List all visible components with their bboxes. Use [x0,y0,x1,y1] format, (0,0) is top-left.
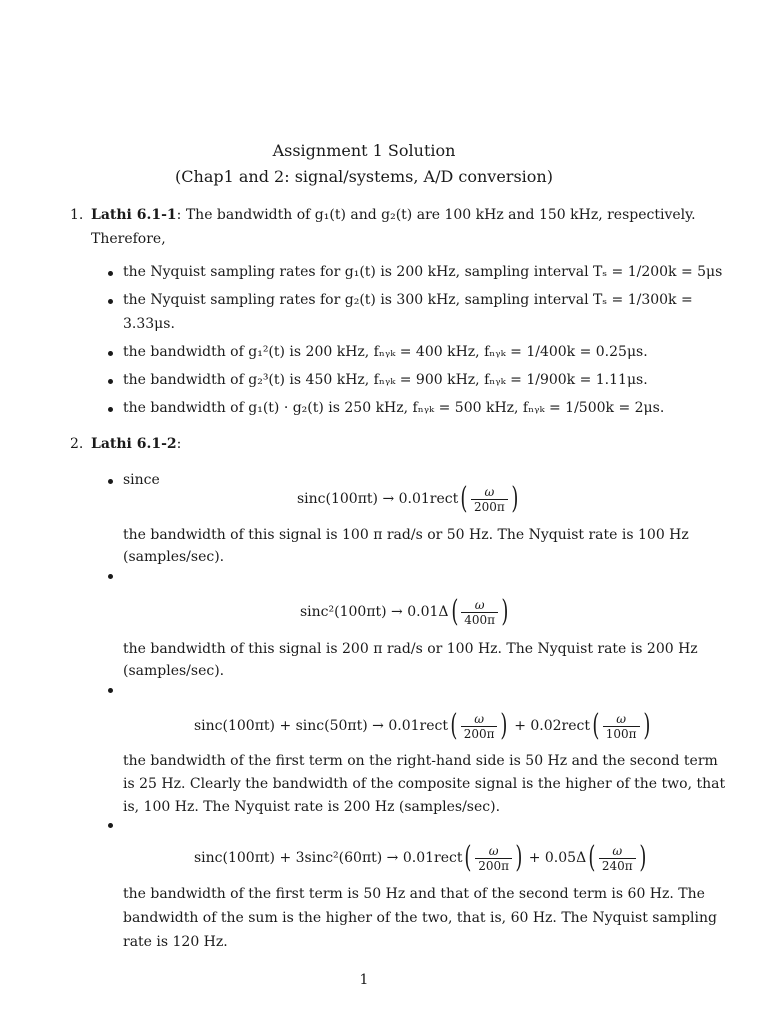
problem-1-label: Lathi 6.1-1 [91,207,177,223]
bullet-dot [108,574,113,579]
bullet-dot [108,407,113,412]
problem-1-intro: : The bandwidth of g₁(t) and g₂(t) are 100 kHz and 150 kHz, respectively. [176,207,696,223]
bullet-dot [108,351,113,356]
p1-bullet-5: the bandwidth of g₁(t) · g₂(t) is 250 kHz, fₙᵧₖ = 500 kHz, fₙᵧₖ = 1/500k = 2μs. [123,400,665,416]
bullet-dot [108,299,113,304]
p1-bullet-2: the Nyquist sampling rates for g₂(t) is 300 kHz, sampling interval Tₛ = 1/300k = [123,292,693,308]
p1-bullet-1: the Nyquist sampling rates for g₁(t) is 200 kHz, sampling interval Tₛ = 1/200k = 5μs [123,264,723,280]
p2-text-2a: the bandwidth of this signal is 200 π rad/s or 100 Hz. The Nyquist rate is 200 Hz [123,641,698,657]
equation-3: sinc(100πt) + sinc(50πt) → 0.01rect ( $\frac{\omega}{200\pi}$ ) + 0.02rect ( $\frac{\omega}{100\pi}$ ) [194,708,650,743]
equation-4: sinc(100πt) + 3sinc²(60πt) → 0.01rect ( $\frac{\omega}{200\pi}$ ) + 0.05Δ ( $\frac{\omega}{240\pi}$ ) [194,840,647,875]
p2-text-3b: is 25 Hz. Clearly the bandwidth of the composite signal is the higher of the two, that [123,776,726,792]
p2-text-4c: rate is 120 Hz. [123,934,228,950]
title-line-1: Assignment 1 Solution [272,141,456,160]
problem-2-number: 2. [70,436,84,452]
p1-bullet-2-cont: 3.33μs. [123,316,175,332]
problem-2-label: Lathi 6.1-2 [91,436,177,452]
p1-bullet-3: the bandwidth of g₁²(t) is 200 kHz, fₙᵧₖ = 400 kHz, fₙᵧₖ = 1/400k = 0.25μs. [123,344,648,360]
problem-1-heading [91,207,696,223]
bullet-dot [108,688,113,693]
bullet-dot [108,823,113,828]
page-number: 1 [359,972,369,988]
p2-text-1a: the bandwidth of this signal is 100 π rad/s or 50 Hz. The Nyquist rate is 100 Hz [123,527,689,543]
problem-2-heading: Lathi 6.1-2: [91,436,182,452]
equation-2: sinc²(100πt) → 0.01Δ ( $\frac{\omega}{400\pi}$ ) [300,594,509,629]
p2-text-4a: the bandwidth of the first term is 50 Hz and that of the second term is 60 Hz. The [123,886,705,902]
problem-1-number: 1. [70,207,84,223]
bullet-dot [108,379,113,384]
bullet-dot [108,271,113,276]
p2-text-1b: (samples/sec). [123,549,225,565]
p2-since: since [123,472,160,488]
p2-text-3a: the bandwidth of the first term on the right-hand side is 50 Hz and the second term [123,753,718,769]
p2-text-3c: is, 100 Hz. The Nyquist rate is 200 Hz (samples/sec). [123,799,501,815]
bullet-dot [108,479,113,484]
p2-text-2b: (samples/sec). [123,663,225,679]
problem-1-intro-2: Therefore, [91,231,166,247]
p2-text-4b: bandwidth of the sum is the higher of the two, that is, 60 Hz. The Nyquist sampling [123,910,717,926]
p1-bullet-4: the bandwidth of g₂³(t) is 450 kHz, fₙᵧₖ = 900 kHz, fₙᵧₖ = 1/900k = 1.11μs. [123,372,648,388]
title-line-2: (Chap1 and 2: signal/systems, A/D conversion) [175,167,553,186]
equation-1: sinc(100πt) → 0.01rect ( $\frac{\omega}{200\pi}$ ) [297,481,519,516]
